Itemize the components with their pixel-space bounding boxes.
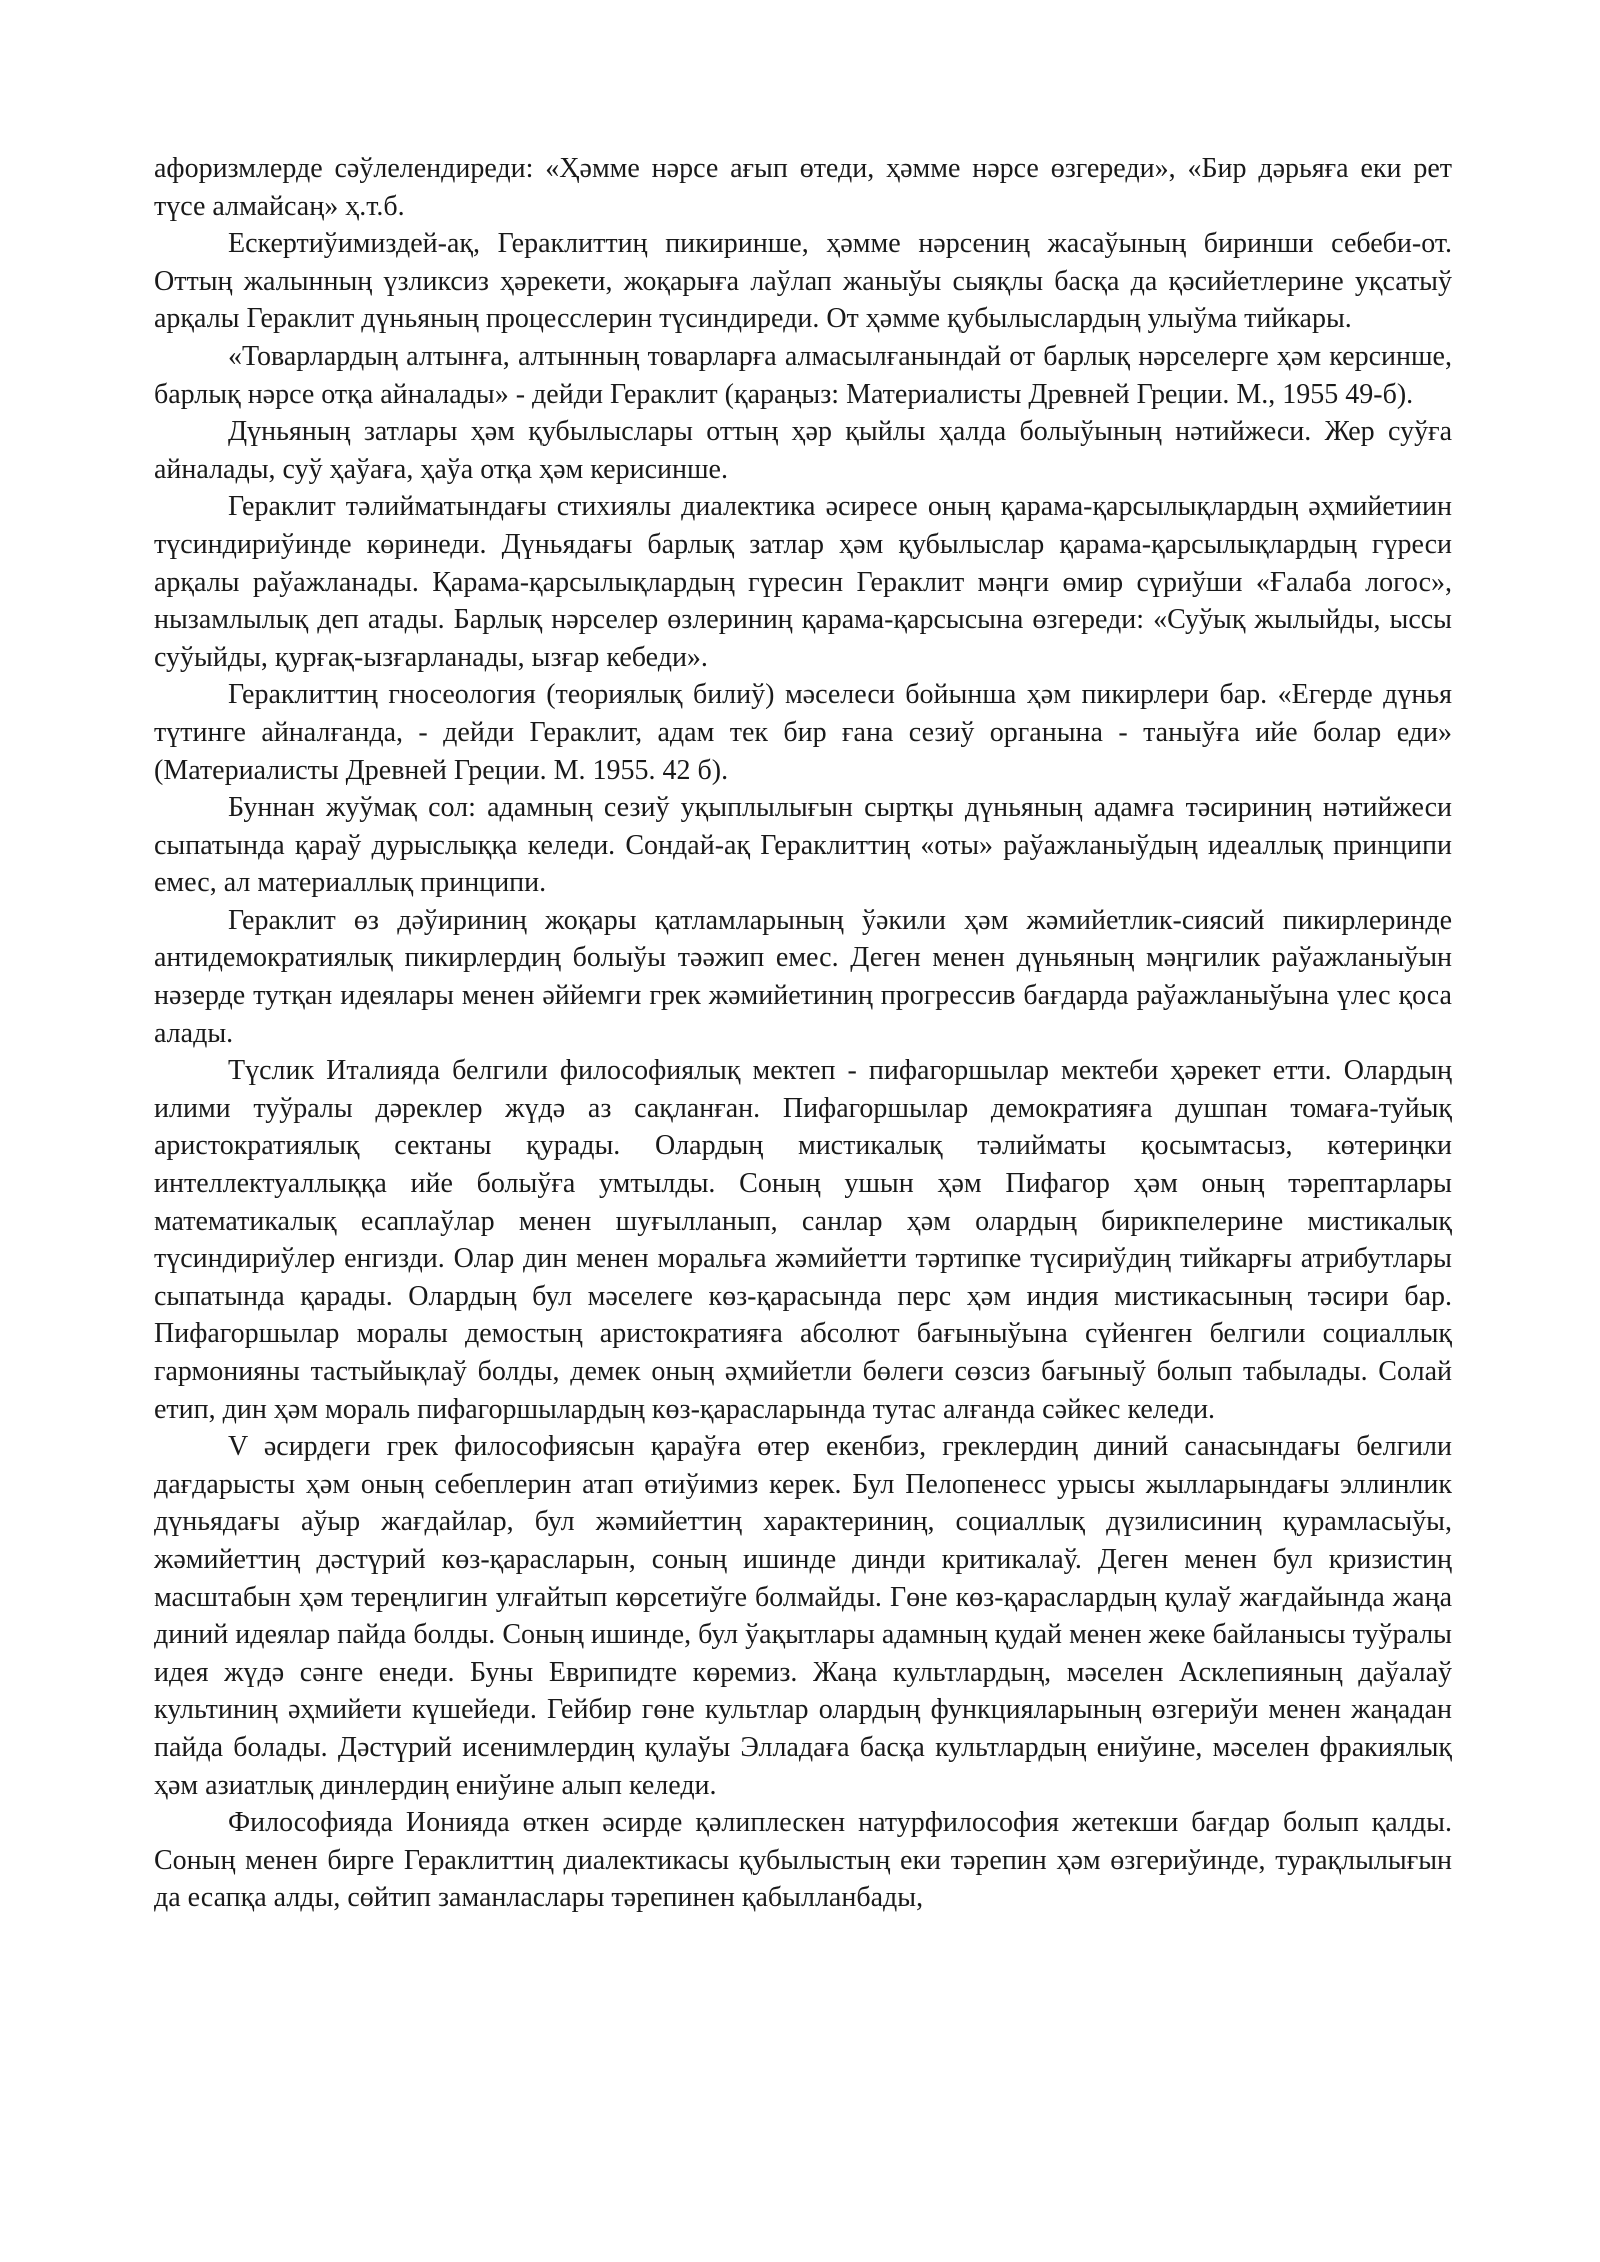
paragraph-goods-gold-quote: «Товарлардың алтынға, алтынның товарларға алмасылғанындай от барлық нәрселерге ҳәм керсинше, барлық нәрсе отқа айналады» - дейди Гераклит (қараңыз: Материалисты Древней Греции. М., 1955 49-б).: [154, 340, 1452, 410]
paragraph-continuation: афоризмлерде сәўлелендиреди: «Ҳәмме нәрсе ағып өтеди, ҳәмме нәрсе өзгереди», «Бир дәрьяға еки рет түсе алмайсаң» ҳ.т.б.: [154, 153, 1452, 222]
paragraph-political-views: Гераклит өз дәўириниң жоқары қатламларының ўәкили ҳәм жәмийетлик-сиясий пикирлеринде антидемократиялық пикирлердиң болыўы тәәжип емес. Деген менен дүньяның мәңгилик раўажланыўын нәзерде тутқан идеялары менен әййемги грек жәмийетиниң прогрессив бағдарда раўажланыўына үлес қоса алады.: [154, 904, 1452, 1049]
paragraph-fire-first-cause: Ескертиўимиздей-ақ, Гераклиттиң пикиринше, ҳәмме нәрсениң жасаўының биринши себеби-от. Оттың жалынның үзликсиз ҳәрекети, жоқарыға лаўлап жаныўы сыяқлы басқа да қәсийетлерине уқсатыў арқалы Гераклит дүньяның процесслерин түсиндиреди. От ҳәмме қубылыслардың улыўма тийкары.: [154, 228, 1452, 335]
paragraph-dialectics: Гераклит тәлийматындағы стихиялы диалектика әсиресе оның қарама-қарсылықлардың әҳмийетиин түсиндириўинде көринеди. Дүньядағы барлық затлар ҳәм қубылыслар қарама-қарсылықлардың гүреси арқалы раўажланады. Қарама-қарсылықлардың гүресин Гераклит мәңги өмир сүриўши «Ғалаба логос», нызамлылық деп атады. Барлық нәрселер өзлериниң қарама-қарсысына өзгереди: «Суўық жылыйды, ыссы суўыйды, қурғақ-ызғарланады, ызғар кебеди».: [154, 491, 1452, 673]
paragraph-fifth-century: V әсирдеги грек философиясын қараўға өтер екенбиз, греклердиң диний санасындағы белгили дағдарысты ҳәм оның себеплерин атап өтиўимиз керек. Бул Пелопенесс урысы жылларындағы эллинлик дүньядағы аўыр жағдайлар, бул жәмийеттиң характериниң, социаллық дүзилисиниң қурамласыўы, жәмийеттиң дәстүрий көз-қарасларын, соның ишинде динди критикалаў. Деген менен бул кризистиң масштабын ҳәм тереңлигин улғайтып көрсетиўге болмайды. Гөне көз-қараслардың қулаў жағдайында жаңа диний идеялар пайда болды. Соның ишинде, бул ўақытлары адамның қудай менен жеке байланысы туўралы идея жүдә сәнге енеди. Буны Еврипидте көремиз. Жаңа культлардың, мәселен Асклепияның даўалаў культиниң әҳмийети күшейеди. Гейбир гөне культлар олардың функцияларының өзгериўи менен жаңадан пайда болады. Дәстүрий исенимлердиң қулаўы Элладаға басқа культлардың ениўине, мәселен фракиялық ҳәм азиатлық динлердиң ениўине алып келеди.: [154, 1431, 1452, 1801]
paragraph-pythagoreans: Түслик Италияда белгили философиялық мектеп - пифагоршылар мектеби ҳәрекет етти. Олардың илими туўралы дәреклер жүдә аз сақланған. Пифагоршылар демократияға душпан томаға-туйық аристократиялық сектаны қурады. Олардың мистикалық тәлийматы қосымтасыз, көтериңки интеллектуаллыққа ийе болыўға умтылды. Соның ушын ҳәм Пифагор ҳәм оның тәрептарлары математикалық есаплаўлар менен шуғылланып, санлар ҳәм олардың бирикпелерине мистикалық түсиндириўлер енгизди. Олар дин менен моральға жәмийетти тәртипке түсириўдиң тийкарғы атрибутлары сыпатында қарады. Олардың бул мәселеге көз-қарасында перс ҳәм индия мистикасының тәсири бар. Пифагоршылар моралы демостың аристократияға абсолют бағыныўына сүйенген белгили социаллық гармонияны тастыйықлаў болды, демек оның әҳмийетли бөлеги сөзсиз бағыныў болып табылады. Солай етип, дин ҳәм мораль пифагоршылардың көз-қарасларында тутас алғанда сәйкес келеди.: [154, 1055, 1452, 1425]
paragraph-ionian-philosophy: Философияда Ионияда өткен әсирде қәлиплескен натурфилософия жетекши бағдар болып қалды. Соның менен бирге Гераклиттиң диалектикасы қубылыстың еки тәрепин ҳәм өзгериўинде, турақлылығын да есапқа алды, сөйтип заманласлары тәрепинен қабылланбады,: [154, 1807, 1452, 1914]
paragraph-world-things: Дүньяның затлары ҳәм қубылыслары оттың ҳәр қыйлы ҳалда болыўының нәтийжеси. Жер суўға айналады, суў ҳаўаға, ҳаўа отқа ҳәм керисинше.: [154, 416, 1452, 485]
document-page: [154, 150, 1452, 1917]
paragraph-conclusion: Буннан жуўмақ сол: адамның сезиў уқыплылығын сыртқы дүньяның адамға тәсириниң нәтийжеси сыпатында қараў дурыслыққа келеди. Сондай-ақ Гераклиттиң «оты» раўажланыўдың идеаллық принципи емес, ал материаллық принципи.: [154, 792, 1452, 899]
paragraph-gnoseology: Гераклиттиң гносеология (теориялық билиў) мәселеси бойынша ҳәм пикирлери бар. «Егерде дүнья түтинге айналғанда, - дейди Гераклит, адам тек бир ғана сезиў органына - таныўға ийе болар еди» (Материалисты Древней Греции. М. 1955. 42 б).: [154, 679, 1452, 786]
